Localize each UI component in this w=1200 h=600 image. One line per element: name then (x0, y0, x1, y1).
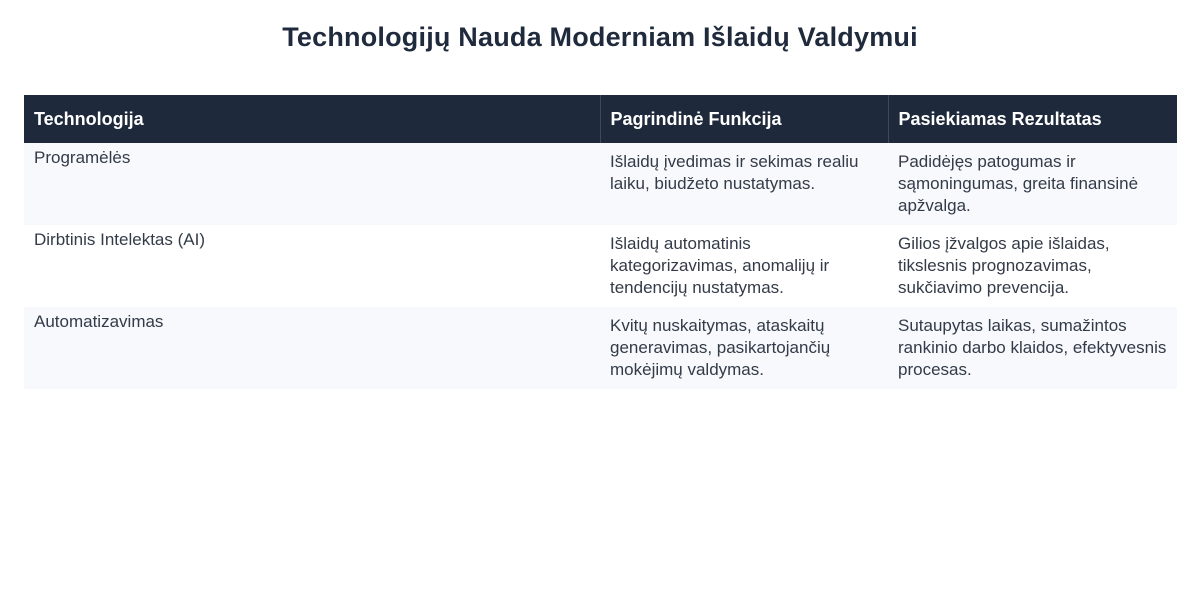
cell-technology: Dirbtinis Intelektas (AI) (24, 225, 600, 307)
cell-technology: Automatizavimas (24, 307, 600, 389)
cell-function: Kvitų nuskaitymas, ataskaitų generavimas, pasikartojančių mokėjimų valdymas. (600, 307, 888, 389)
header-technology: Technologija (24, 95, 600, 143)
cell-technology: Programėlės (24, 143, 600, 225)
table-body (24, 143, 1177, 389)
table-row (24, 307, 1177, 389)
cell-function: Išlaidų automatinis kategorizavimas, anomalijų ir tendencijų nustatymas. (600, 225, 888, 307)
benefits-table (24, 95, 1177, 389)
cell-function: Išlaidų įvedimas ir sekimas realiu laiku, biudžeto nustatymas. (600, 143, 888, 225)
table-row (24, 225, 1177, 307)
table-header (24, 95, 1177, 143)
cell-result: Gilios įžvalgos apie išlaidas, tikslesnis prognozavimas, sukčiavimo prevencija. (888, 225, 1177, 307)
cell-result: Padidėjęs patogumas ir sąmoningumas, greita finansinė apžvalga. (888, 143, 1177, 225)
cell-result: Sutaupytas laikas, sumažintos rankinio darbo klaidos, efektyvesnis procesas. (888, 307, 1177, 389)
header-row (24, 95, 1177, 143)
header-result: Pasiekiamas Rezultatas (888, 95, 1177, 143)
header-function: Pagrindinė Funkcija (600, 95, 888, 143)
table-row (24, 143, 1177, 225)
technology-table (24, 95, 1177, 389)
page-title: Technologijų Nauda Moderniam Išlaidų Valdymui (282, 22, 918, 52)
